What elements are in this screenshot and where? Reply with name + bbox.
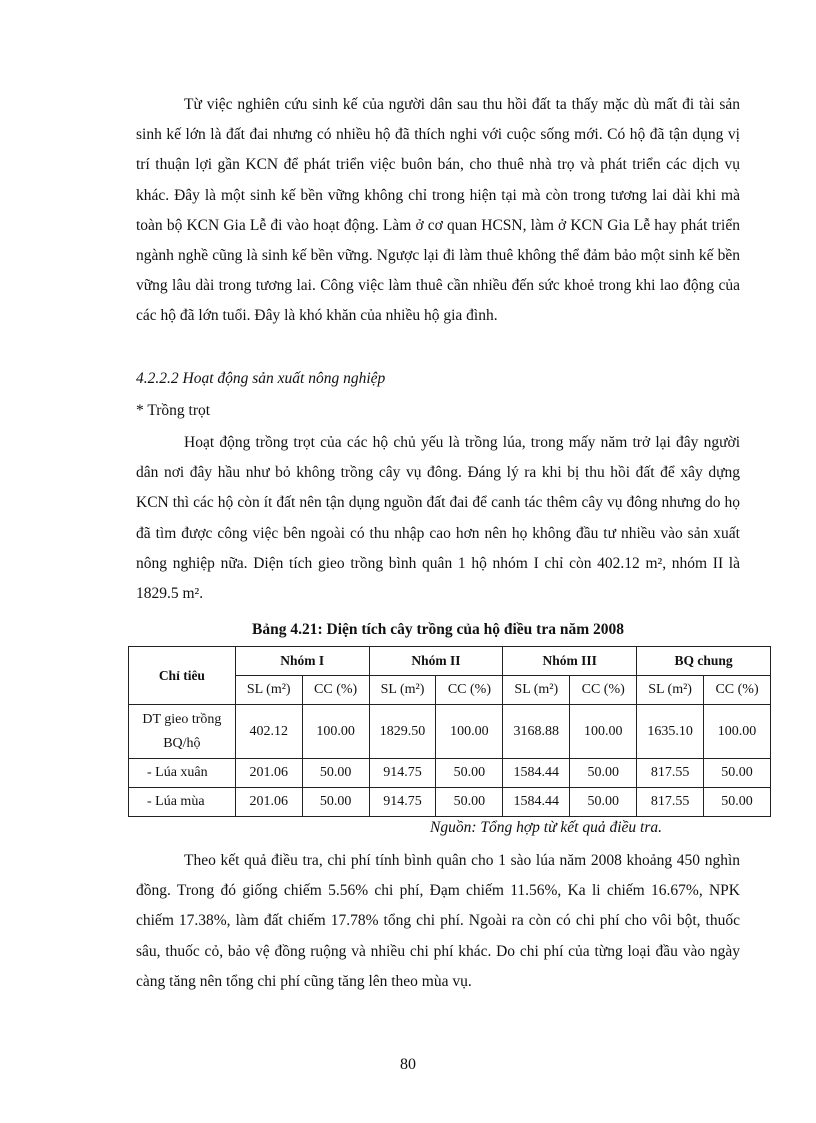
- cell: 50.00: [704, 759, 771, 788]
- table-row: [129, 759, 771, 788]
- cell: 1584.44: [503, 788, 570, 817]
- paragraph-costs: Theo kết quả điều tra, chi phí tính bình quân cho 1 sào lúa năm 2008 khoảng 450 nghìn đồng. Trong đó giống chiếm 5.56% chi phí, Đạm chiếm 11.56%, Ka li chiếm 16.67%, NPK chiếm 17.38%, làm đất chiếm 17.78% tổng chi phí. Ngoài ra còn có chi phí cho vôi bột, thuốc sâu, thuốc cỏ, bảo vệ đồng ruộng và nhiều chi phí khác. Do chi phí của từng loại đầu vào ngày càng tăng nên tổng chi phí cũng tăng lên theo mùa vụ.: [136, 852, 740, 990]
- header-group-1: Nhóm I: [235, 647, 369, 676]
- cell: 50.00: [302, 759, 369, 788]
- header-sl: SL (m²): [503, 676, 570, 705]
- cell: 201.06: [235, 788, 302, 817]
- row-label: - Lúa xuân: [129, 759, 236, 788]
- crop-area-table: [128, 646, 771, 817]
- cell: 914.75: [369, 759, 436, 788]
- header-cc: CC (%): [302, 676, 369, 705]
- cell: 1829.50: [369, 705, 436, 759]
- page-number: 80: [400, 1056, 416, 1073]
- table-source: Nguồn: Tổng hợp từ kết quả điều tra.: [430, 819, 662, 836]
- header-sl: SL (m²): [637, 676, 704, 705]
- header-group-avg: BQ chung: [637, 647, 771, 676]
- cell: 817.55: [637, 759, 704, 788]
- cell: 914.75: [369, 788, 436, 817]
- header-sl: SL (m²): [235, 676, 302, 705]
- table-header-row: [129, 647, 771, 676]
- cell: 50.00: [570, 788, 637, 817]
- cell: 817.55: [637, 788, 704, 817]
- section-heading: 4.2.2.2 Hoạt động sản xuất nông nghiệp: [136, 370, 386, 387]
- cell: 1584.44: [503, 759, 570, 788]
- header-cc: CC (%): [704, 676, 771, 705]
- table-row: [129, 705, 771, 759]
- header-cc: CC (%): [436, 676, 503, 705]
- header-sl: SL (m²): [369, 676, 436, 705]
- paragraph-cultivation: Hoạt động trồng trọt của các hộ chủ yếu là trồng lúa, trong mấy năm trở lại đây người dân nơi đây hầu như bỏ không trồng cây vụ đông. Đáng lý ra khi bị thu hồi đất để xây dựng KCN thì các hộ còn ít đất nên tận dụng nguồn đất đai để canh tác thêm cây vụ đông nhưng do họ đã tìm được công việc bên ngoài có thu nhập cao hơn nên họ không đầu tư nhiều vào sản xuất nông nghiệp nữa. Diện tích gieo trồng bình quân 1 hộ nhóm I chỉ còn 402.12 m², nhóm II là 1829.5 m².: [136, 434, 740, 603]
- cell: 50.00: [302, 788, 369, 817]
- cell: 50.00: [570, 759, 637, 788]
- paragraph-livelihood: Từ việc nghiên cứu sinh kế của người dân sau thu hồi đất ta thấy mặc dù mất đi tài sản sinh kế lớn là đất đai nhưng có nhiều hộ đã thích nghi với cuộc sống mới. Có hộ đã tận dụng vị trí thuận lợi gần KCN để phát triển việc buôn bán, cho thuê nhà trọ và phát triển các dịch vụ khác. Đây là một sinh kế bền vững không chỉ trong hiện tại mà còn trong tương lai dài khi mà toàn bộ KCN Gia Lễ đi vào hoạt động. Làm ở cơ quan HCSN, làm ở KCN Gia Lễ hay phát triển ngành nghề cũng là sinh kế bền vững. Ngược lại đi làm thuê không thể đảm bảo một sinh kế bền vững lâu dài trong tương lai. Công việc làm thuê cần nhiều đến sức khoẻ trong khi lao động của các hộ đã lớn tuổi. Đây là khó khăn của nhiều hộ gia đình.: [136, 96, 740, 325]
- cell: 100.00: [436, 705, 503, 759]
- cell: 1635.10: [637, 705, 704, 759]
- cell: 402.12: [235, 705, 302, 759]
- cell: 201.06: [235, 759, 302, 788]
- row-label: DT gieo trồng BQ/hộ: [129, 705, 236, 759]
- cell: 50.00: [704, 788, 771, 817]
- table-caption: Bảng 4.21: Diện tích cây trồng của hộ điều tra năm 2008: [252, 621, 624, 638]
- subheading-cultivation: * Trồng trọt: [136, 402, 211, 419]
- cell: 100.00: [570, 705, 637, 759]
- header-indicator: Chỉ tiêu: [129, 647, 236, 705]
- cell: 3168.88: [503, 705, 570, 759]
- table-row: [129, 788, 771, 817]
- header-cc: CC (%): [570, 676, 637, 705]
- cell: 50.00: [436, 788, 503, 817]
- row-label: - Lúa mùa: [129, 788, 236, 817]
- header-group-2: Nhóm II: [369, 647, 503, 676]
- cell: 100.00: [302, 705, 369, 759]
- header-group-3: Nhóm III: [503, 647, 637, 676]
- cell: 100.00: [704, 705, 771, 759]
- cell: 50.00: [436, 759, 503, 788]
